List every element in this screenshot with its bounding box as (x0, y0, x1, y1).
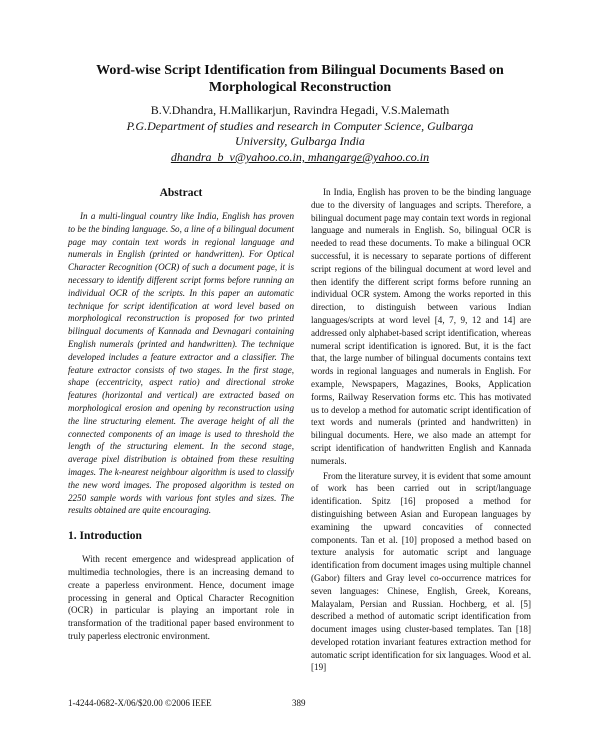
abstract-text: In a multi-lingual country like India, English has proven to be the binding language. So, a line of a bilingual document page may contain text words in regional language and numerals in English (printed or handwritten). For Optical Character Recognition (OCR) of such a document page, it is necessary to identify different script forms before running an individual OCR of the scripts. In this paper an automatic technique for script identification at word level based on morphological reconstruction is proposed for two printed bilingual documents of Kannada and Devnagari containing English numerals (printed and handwritten). The technique developed includes a feature extractor and a classifier. The feature extractor consists of two stages. In the first stage, shape (eccentricity, aspect ratio) and directional stroke features (horizontal and vertical) are extracted based on morphological erosion and opening by reconstruction using the line structuring element. The average height of all the connected components of an image is used to threshold the length of the structuring element. In the second stage, average pixel distribution is obtained from these resulting images. The k-nearest neighbour algorithm is used to classify the new word images. The proposed algorithm is tested on 2250 sample words with various font styles and sizes. The results obtained are quite encouraging. (68, 211, 294, 516)
body-paragraph: In India, English has proven to be the binding language due to the diversity of languages and scripts. Therefore, a bilingual document page may contain text words in regional language and numerals in English. So, bilingual OCR is needed to read these documents. To make a bilingual OCR successful, it is necessary to separate portions of different script regions of the bilingual document at word level and then identify the different script forms before running an individual OCR system. Among the works reported in this direction, to distinguish between various Indian languages/scripts at word level [4, 7, 9, 12 and 14] are addressed only alphabet-based script identification, whereas numeral script identification is ignored. But, it is the fact that, the large number of bilingual documents contains text words in regional languages and numerals in English. For example, Newspapers, Magazines, Books, Application forms, Railway Reservation forms etc. This has motivated us to develop a method for automatic script identification of text words and numerals (printed and handwritten) in bilingual documents. Here, we also made an attempt for script identification of handwritten English and Kannada numerals. (311, 187, 531, 466)
abstract-heading: Abstract (159, 187, 203, 199)
author-emails[interactable]: dhandra_b_v@yahoo.co.in, mhangarge@yahoo.co.in (170, 150, 430, 164)
author-list: B.V.Dhandra, H.Mallikarjun, Ravindra Hegadi, V.S.Malemath (150, 103, 450, 117)
introduction-heading: 1. Introduction (68, 530, 142, 543)
left-column (68, 186, 294, 643)
introduction-paragraph: With recent emergence and widespread application of multimedia technologies, there is an increasing demand to create a paperless environment. Hence, document image processing in general and Optical Character Recognition (OCR) in particular is playing an important role in transformation of the traditional paper based environment to truly paperless electronic environment. (68, 554, 294, 641)
affiliation: P.G.Department of studies and research in Computer Science, Gulbarga University, Gulbarga India (126, 119, 474, 148)
right-column (311, 186, 531, 676)
body-paragraph: From the literature survey, it is evident that some amount of work has been carried out in script/language identification. Spitz [16] proposed a method for distinguishing between Asian and European languages by examining the upward concavities of connected components. Tan et al. [10] proposed a method based on texture analysis for automatic script and language identification from document images using multiple channel (Gabor) filters and Gray level co-occurrence matrices for seven languages: Chinese, English, Greek, Koreans, Malayalam, Persian and Russian. Hochberg, et al. [5] described a method of automatic script identification from document images using cluster-based templates. Tan [18] developed rotation invariant features extraction method for automatic script identification for six languages. Wood et al. [19] (311, 470, 532, 673)
page-number: 389 (292, 698, 306, 708)
footer-isbn: 1-4244-0682-X/06/$20.00 ©2006 IEEE (68, 698, 212, 708)
paper-title: Word-wise Script Identification from Bilingual Documents Based on Morphological Reconstruction (96, 63, 504, 95)
